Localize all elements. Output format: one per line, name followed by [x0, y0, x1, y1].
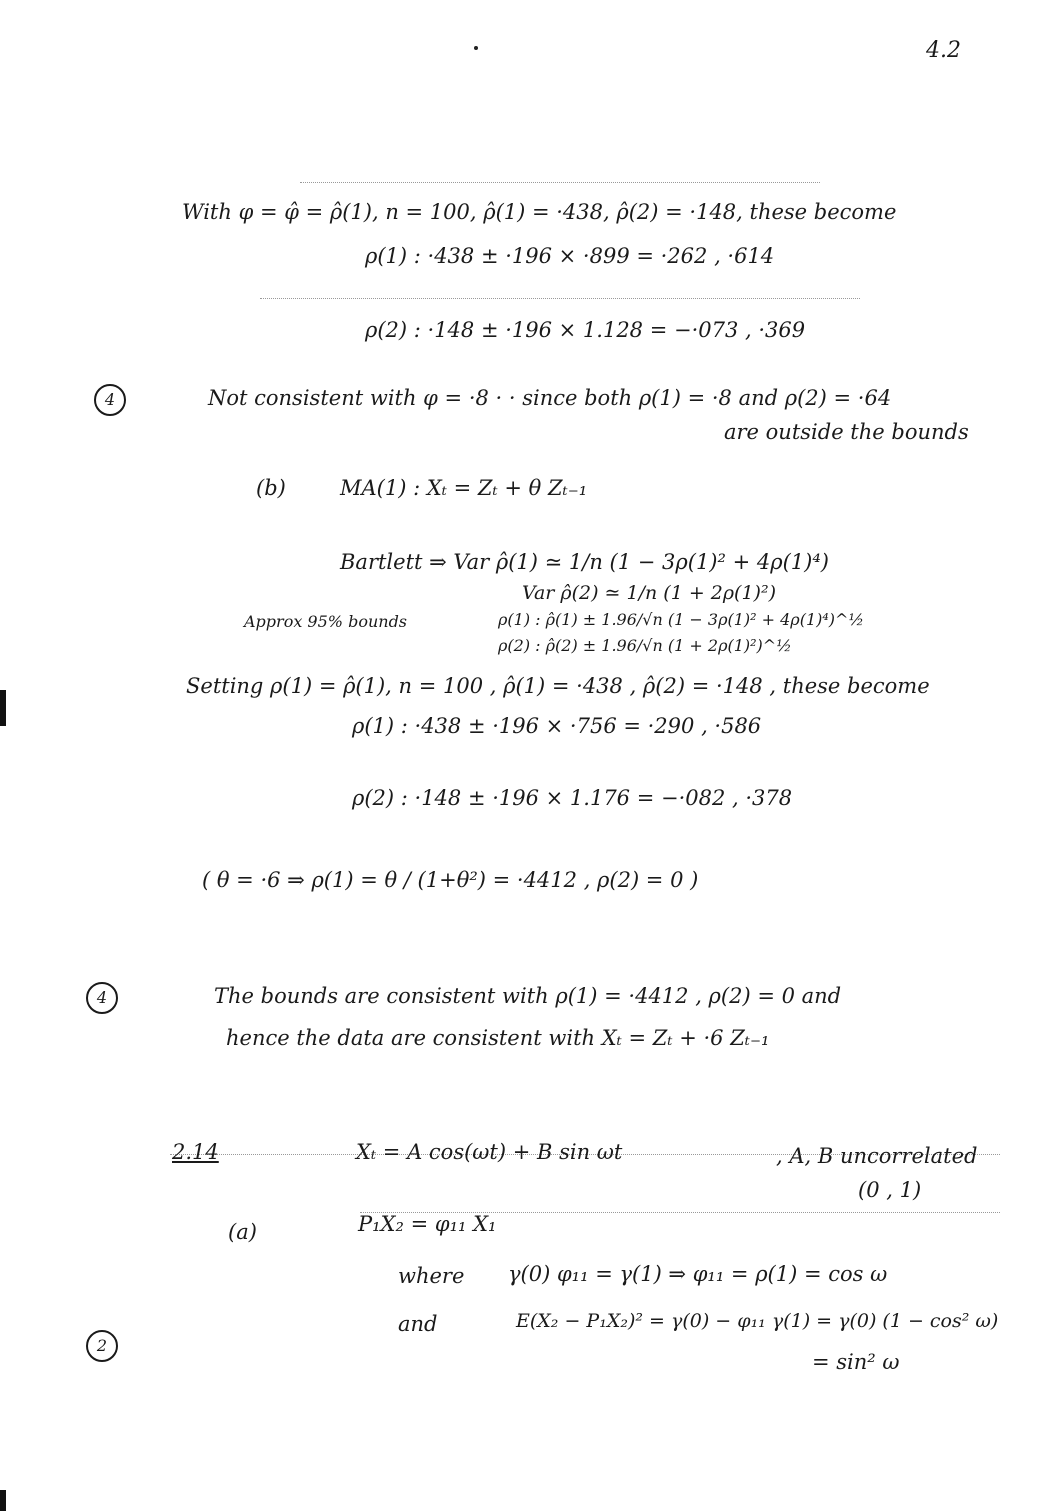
and-equation-continued: = sin² ω [812, 1350, 900, 1374]
part-b-label: (b) [256, 476, 286, 500]
and-label: and [398, 1312, 438, 1336]
bartlett-line-1: Bartlett ⇒ Var ρ̂(1) ≃ 1/n (1 − 3ρ(1)² + 4ρ(1)⁴) [340, 550, 829, 574]
scan-edge-mark [0, 1490, 6, 1511]
part-a-label: (a) [228, 1220, 257, 1244]
ar-rho2-interval: ρ(2) : ·148 ± ·196 × 1.128 = −·073 , ·369 [365, 318, 806, 342]
ar-rho1-interval: ρ(1) : ·438 ± ·196 × ·899 = ·262 , ·614 [365, 244, 775, 268]
consistent-line-1: The bounds are consistent with ρ(1) = ·4412 , ρ(2) = 0 and [214, 984, 842, 1008]
and-equation: E(X₂ − P₁X₂)² = γ(0) − φ₁₁ γ(1) = γ(0) (1 − cos² ω) [516, 1310, 999, 1332]
ruled-line [260, 298, 860, 299]
ma-model-equation: MA(1) : Xₜ = Zₜ + θ Zₜ₋₁ [340, 476, 588, 500]
bartlett-line-2: Var ρ̂(2) ≃ 1/n (1 + 2ρ(1)²) [522, 582, 776, 604]
ma-rho2-interval: ρ(2) : ·148 ± ·196 × 1.176 = −·082 , ·378 [352, 786, 793, 810]
ar-intro-line: With φ = φ̂ = ρ̂(1), n = 100, ρ̂(1) = ·438, ρ̂(2) = ·148, these become [182, 200, 897, 224]
not-consistent-line-1: Not consistent with φ = ·8 · · since both ρ(1) = ·8 and ρ(2) = ·64 [208, 386, 892, 410]
section-number: 2.14 [172, 1140, 219, 1164]
ink-speck [474, 46, 478, 50]
where-label: where [398, 1264, 465, 1288]
scan-edge-mark [0, 690, 6, 726]
page-number: 4.2 [926, 38, 961, 63]
setting-line: Setting ρ(1) = ρ̂(1), n = 100 , ρ̂(1) = ·438 , ρ̂(2) = ·148 , these become [186, 674, 930, 698]
ma-rho1-interval: ρ(1) : ·438 ± ·196 × ·756 = ·290 , ·586 [352, 714, 762, 738]
mark-circle: 4 [94, 384, 126, 416]
consistent-line-2: hence the data are consistent with Xₜ = Zₜ + ·6 Zₜ₋₁ [226, 1026, 770, 1050]
not-consistent-line-2: are outside the bounds [724, 420, 969, 444]
approx-bounds-label: Approx 95% bounds [244, 612, 408, 631]
ruled-line [300, 182, 820, 183]
mark-circle: 2 [86, 1330, 118, 1362]
theta-line: ( θ = ·6 ⇒ ρ(1) = θ / (1+θ²) = ·4412 , ρ(2) = 0 ) [202, 868, 699, 892]
approx-bound-1: ρ(1) : ρ̂(1) ± 1.96/√n (1 − 3ρ(1)² + 4ρ(1)⁴)^½ [498, 610, 864, 629]
approx-bound-2: ρ(2) : ρ̂(2) ± 1.96/√n (1 + 2ρ(1)²)^½ [498, 636, 792, 655]
projection-equation: P₁X₂ = φ₁₁ X₁ [358, 1212, 497, 1236]
section-note-1: , A, B uncorrelated [776, 1144, 978, 1168]
section-note-2: (0 , 1) [858, 1178, 922, 1202]
where-equation: γ(0) φ₁₁ = γ(1) ⇒ φ₁₁ = ρ(1) = cos ω [508, 1262, 888, 1286]
mark-circle: 4 [86, 982, 118, 1014]
section-equation: Xₜ = A cos(ωt) + B sin ωt [356, 1140, 623, 1164]
